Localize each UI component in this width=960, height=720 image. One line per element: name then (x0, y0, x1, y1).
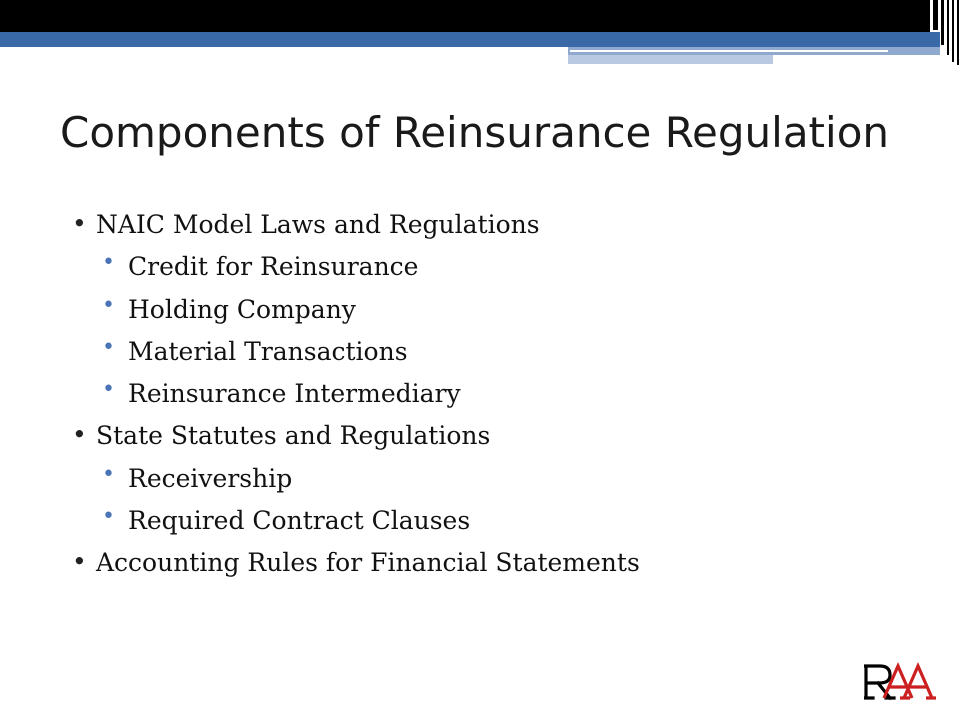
sub-bullet-text: Material Transactions (128, 337, 408, 366)
sub-bullet-item (102, 250, 419, 281)
sub-bullet-text: Reinsurance Intermediary (128, 379, 461, 408)
sub-bullet-dot-icon: • (102, 462, 115, 487)
sub-bullet-dot-icon: • (102, 335, 115, 360)
sub-bullet-item (102, 335, 408, 366)
sub-bullet-dot-icon: • (102, 504, 115, 529)
sub-bullet-item (102, 504, 471, 535)
slide-title: Components of Reinsurance Regulation (60, 108, 890, 157)
raa-logo (864, 662, 936, 702)
bullet-item (72, 547, 640, 577)
header-white-rule (570, 50, 888, 52)
sub-bullet-item (102, 293, 356, 324)
bullet-dot-icon: • (72, 209, 87, 238)
sub-bullet-text: Holding Company (128, 295, 356, 324)
bullet-text: NAIC Model Laws and Regulations (96, 210, 540, 239)
sub-bullet-dot-icon: • (102, 293, 115, 318)
sub-bullet-dot-icon: • (102, 250, 115, 275)
bullet-text: State Statutes and Regulations (96, 421, 491, 450)
header-blue-accent-thin (568, 55, 773, 64)
bullet-item (72, 420, 491, 450)
header-blue-band (0, 32, 940, 47)
sub-bullet-dot-icon: • (102, 377, 115, 402)
bullet-dot-icon: • (72, 547, 87, 576)
sub-bullet-item (102, 462, 293, 493)
bullet-text: Accounting Rules for Financial Statements (96, 548, 640, 577)
sub-bullet-text: Receivership (128, 464, 293, 493)
header-black-band (0, 0, 930, 32)
sub-bullet-text: Required Contract Clauses (128, 506, 471, 535)
sub-bullet-item (102, 377, 461, 408)
bullet-dot-icon: • (72, 420, 87, 449)
sub-bullet-text: Credit for Reinsurance (128, 252, 419, 281)
bullet-item (72, 209, 540, 239)
